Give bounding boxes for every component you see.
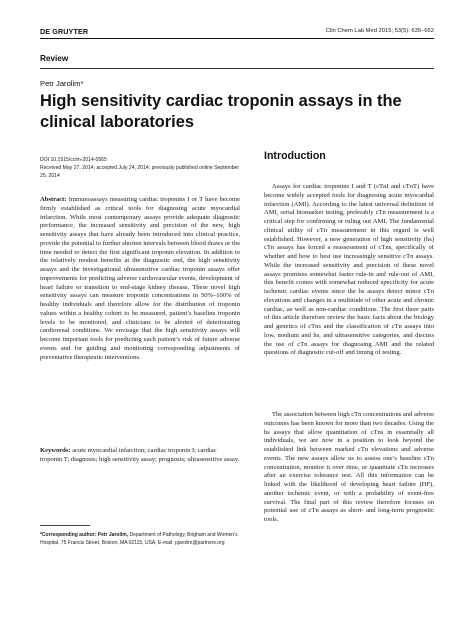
header-rule [40, 38, 434, 39]
footnote-rule [40, 525, 90, 526]
article-title: High sensitivity cardiac troponin assays in the clinical laboratories [40, 92, 402, 131]
corresponding-author-footnote [40, 531, 240, 548]
author-name: Petr Jarolim* [40, 79, 84, 88]
introduction-paragraph-1: Assays for cardiac troponins I and T (cTnI and cTnT) have become widely accepted tools for diagnosing acute myocardial infarction (AMI). According to the latest universal definition of AMI, serial biomarker testing, preferably cTn measurement is a critical step for confirming or ruling out AMI. The fundamental clinical utility of cTn measurement in this regard is well established. However, a new generation of high sensitivity (hs) cTn assays has forced a reassessment of cTns, specifically of whether and how to best use increasingly sensitive cTn assays. While the increased sensitivity and precision of these novel assays promises somewhat faster rule-in and rule-out of AMI, this benefit comes with somewhat reduced specificity for acute ischemic cardiac events since the hs assays detect minor cTn elevations and changes in a multitude of other acute and chronic cardiac, as well as non-cardiac conditions. The first three parts of this article therefore review the basic facts about the biology and genetics of cTns and the classification of cTn assays into low, medium and hs, and ultrasensitive categories, and discuss the use of cTn assays for diagnosing AMI and the related questions of diagnostic cut-off and timing of testing. [264, 183, 434, 357]
journal-reference: Clin Chem Lab Med 2015; 53(5): 635–652 [325, 28, 434, 34]
footnote-text: Department of Pathology, Brigham and Women’s Hospital, 75 Francis Street, Boston, MA 02115, USA, E-mail: pjarolim@partners.org [40, 532, 238, 547]
footnote-label: *Corresponding author: Petr Jarolim, [40, 532, 129, 538]
section-rule [40, 68, 434, 69]
article-meta [40, 156, 240, 181]
running-header [0, 0, 474, 40]
section-label: Review [40, 54, 69, 63]
abstract [40, 196, 240, 362]
introduction-paragraph-2: The association between high cTn concentrations and adverse outcomes has been known for more than two decades. Using the hs assays that allow quantitation of cTns in essentially all individuals, we are now in a position to look beyond the established link between marked cTn elevations and adverse events. The new assays allow us to assess one’s baseline cTn concentration, monitor it over time, or quantitate cTn increases after an exercise tolerance test. All this information can be linked with the likelihood of developing heart failure (HF), another ischemic event, or with a probability of event-free survival. The final part of this review therefore focuses on potential use of cTn assays as short- and long-term prognostic tools. [264, 411, 434, 523]
abstract-label: Abstract: [40, 196, 67, 203]
keywords-text: acute myocardial infarction; cardiac troponin I; cardiac troponin T; diagnosis; high sensitivity assay; prognosis; ultrasensitive assay. [40, 447, 240, 463]
keywords-label: Keywords: [40, 447, 71, 454]
publisher-name: DE GRUYTER [40, 27, 89, 36]
introduction-heading: Introduction [264, 150, 326, 162]
keywords [40, 447, 240, 465]
abstract-text: Immunoassays measuring cardiac troponins I or T have become firmly established as critical tools for diagnosing acute myocardial infarction. While most contemporary assays provide adequate diagnostic performance, the increased sensitivity and precision of the new, high sensitivity assays that have already been introduced into clinical practice, provide the potential to further shorten intervals between blood draws or the time needed to detect the first significant troponin elevation. In addition to the relatively modest benefits at the diagnostic end, the high sensitivity assays and the investigational ultrasensitive cardiac troponin assays offer improvements for predicting adverse cardiovascular events, development of heart failure or transition to end-stage kidney disease. These novel high sensitivity assays can measure troponin concentrations in 50%–100% of healthy individuals and therefore allow for the distribution of troponin values within a healthy cohort to be measured, patient’s baseline troponin levels to be monitored, and clinicians to be alerted of deteriorating cardiorenal conditions. We envisage that the high sensitivity assays will become important tools for predicting each patient’s risk of future adverse events and for guiding and monitoring corresponding adjustments of preventative therapeutic interventions. [40, 196, 240, 361]
publication-dates: Received May 27, 2014; accepted July 24, 2014; previously published online September 25, 2014 [40, 165, 240, 180]
doi: DOI 10.1515/cclm-2014-0565 [40, 157, 107, 163]
